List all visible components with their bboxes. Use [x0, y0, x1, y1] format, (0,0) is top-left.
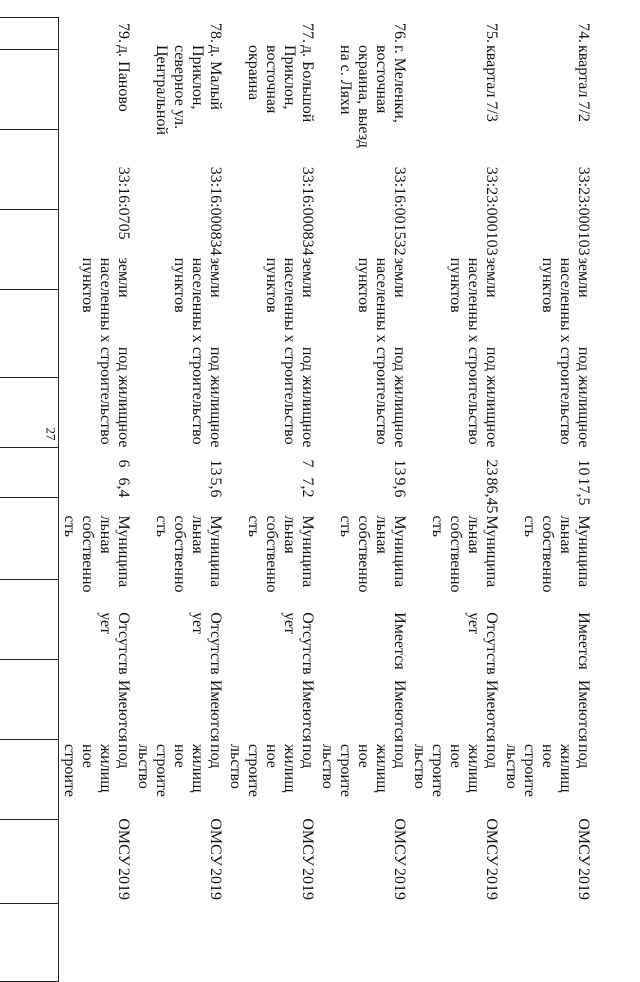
permitted-use-cell: под жилищное строительство — [373, 346, 408, 448]
count-cell: 10 — [575, 459, 592, 476]
year-cell: 2019 — [207, 867, 224, 900]
table-row — [59, 17, 133, 901]
responsible-party-cell: ОМСУ — [207, 818, 224, 866]
header-cell — [0, 210, 59, 290]
availability-cell: Отсутств ует — [281, 612, 316, 675]
ownership-cell: Муниципа льная собственно сть — [337, 515, 408, 593]
permitted-use-cell: под жилищное строительство — [557, 346, 592, 448]
row-number: 78. — [207, 23, 224, 43]
header-cell — [0, 290, 59, 378]
purpose-cell: под жилищ ное строите льство — [411, 744, 500, 797]
location-cell: квартал 7/3 — [483, 45, 500, 122]
table-row — [225, 17, 317, 901]
utilities-cell: Имеются — [115, 679, 132, 743]
permitted-use-cell: под жилищное строительство — [189, 346, 224, 448]
year-cell: 2019 — [115, 867, 132, 900]
header-cell — [0, 378, 59, 448]
utilities-cell: Имеются — [207, 679, 224, 743]
ownership-cell: Муниципа льная собственно сть — [61, 515, 132, 593]
purpose-cell: под жилищ ное строите льство — [503, 744, 592, 797]
year-cell: 2019 — [575, 867, 592, 900]
purpose-cell: под жилищ ное строите — [61, 744, 132, 797]
ownership-cell: Муниципа льная собственно сть — [429, 515, 500, 593]
year-cell: 2019 — [299, 867, 316, 900]
cadastral-number-cell: 33:16:0705 — [115, 166, 132, 240]
table-row — [501, 17, 593, 901]
document-page — [61, 17, 593, 901]
row-number: 74. — [575, 23, 592, 43]
location-cell: квартал 7/2 — [575, 45, 592, 122]
row-number: 76. — [391, 23, 408, 43]
utilities-cell: Имеются — [391, 679, 408, 743]
header-cell — [0, 904, 59, 982]
availability-cell: Отсутств ует — [97, 612, 132, 675]
header-cell — [0, 130, 59, 210]
area-cell: 5,6 — [207, 477, 224, 498]
land-category-cell: земли населенны х пунктов — [355, 257, 408, 343]
header-cell — [0, 498, 59, 580]
land-category-cell: земли населенны х пунктов — [171, 257, 224, 343]
table-header-row — [0, 18, 59, 982]
count-cell: 13 — [207, 459, 224, 476]
land-category-cell: земли населенны х пунктов — [447, 257, 500, 343]
header-cell — [0, 448, 59, 498]
location-cell: д. Паново — [115, 45, 132, 112]
purpose-cell: под жилищ ное строите льство — [135, 744, 224, 797]
table-row — [409, 17, 501, 901]
row-number: 79. — [115, 23, 132, 43]
utilities-cell: Имеются — [575, 679, 592, 743]
utilities-cell: Имеются — [483, 679, 500, 743]
count-cell: 7 — [299, 459, 316, 468]
responsible-party-cell: ОМСУ — [575, 818, 592, 866]
header-cell — [0, 740, 59, 820]
purpose-cell: под жилищ ное строите льство — [319, 744, 408, 797]
land-category-cell: земли населенны х пунктов — [539, 257, 592, 343]
cadastral-number-cell: 33:23:000103 — [575, 166, 592, 256]
table-row — [133, 17, 225, 901]
ownership-cell: Муниципа льная собственно сть — [245, 515, 316, 593]
cadastral-number-cell: 33:16:000834 — [207, 166, 224, 256]
cadastral-number-cell: 33:23:000103 — [483, 166, 500, 256]
cadastral-number-cell: 33:16:000834 — [299, 166, 316, 256]
land-plots-table — [0, 17, 59, 982]
area-cell: 9,6 — [391, 477, 408, 498]
header-cell — [0, 820, 59, 904]
permitted-use-cell: под жилищное строительство — [97, 346, 132, 448]
land-category-cell: земли населенны х пунктов — [79, 257, 132, 343]
area-cell: 6,4 — [115, 477, 132, 498]
utilities-cell: Имеются — [299, 679, 316, 743]
count-cell: 13 — [391, 459, 408, 476]
header-cell — [0, 660, 59, 740]
table-row — [317, 17, 409, 901]
row-number: 77. — [299, 23, 316, 43]
location-cell: д. Большой Приклон, восточная окраина — [245, 45, 316, 123]
permitted-use-cell: под жилищное строительство — [281, 346, 316, 448]
ownership-cell: Муниципа льная собственно сть — [153, 515, 224, 593]
area-cell: 17,5 — [575, 477, 592, 506]
year-cell: 2019 — [483, 867, 500, 900]
area-cell: 86,45 — [483, 477, 500, 514]
availability-cell: Отсутств ует — [465, 612, 500, 675]
header-cell — [0, 50, 59, 130]
row-number: 75. — [483, 23, 500, 43]
area-cell: 7,2 — [299, 477, 316, 498]
availability-cell: Имеется — [575, 612, 592, 670]
availability-cell: Отсутств ует — [189, 612, 224, 675]
responsible-party-cell: ОМСУ — [115, 818, 132, 866]
responsible-party-cell: ОМСУ — [391, 818, 408, 866]
land-category-cell: земли населенны х пунктов — [263, 257, 316, 343]
year-cell: 2019 — [391, 867, 408, 900]
count-cell: 6 — [115, 459, 132, 468]
availability-cell: Имеется — [391, 612, 408, 670]
location-cell: д. Малый Приклон, северное ул. Центральной — [153, 45, 224, 136]
page-number: 27 — [43, 427, 59, 441]
location-cell: г. Меленки, восточная окраина, выезд на с. Ляхи — [337, 45, 408, 148]
cadastral-number-cell: 33:16:001532 — [391, 166, 408, 256]
header-cell — [0, 18, 59, 50]
purpose-cell: под жилищ ное строите льство — [227, 744, 316, 797]
responsible-party-cell: ОМСУ — [483, 818, 500, 866]
permitted-use-cell: под жилищное строительство — [465, 346, 500, 448]
table-body — [0, 18, 59, 982]
ownership-cell: Муниципа льная собственно сть — [521, 515, 592, 593]
responsible-party-cell: ОМСУ — [299, 818, 316, 866]
header-cell — [0, 580, 59, 660]
count-cell: 23 — [483, 459, 500, 476]
